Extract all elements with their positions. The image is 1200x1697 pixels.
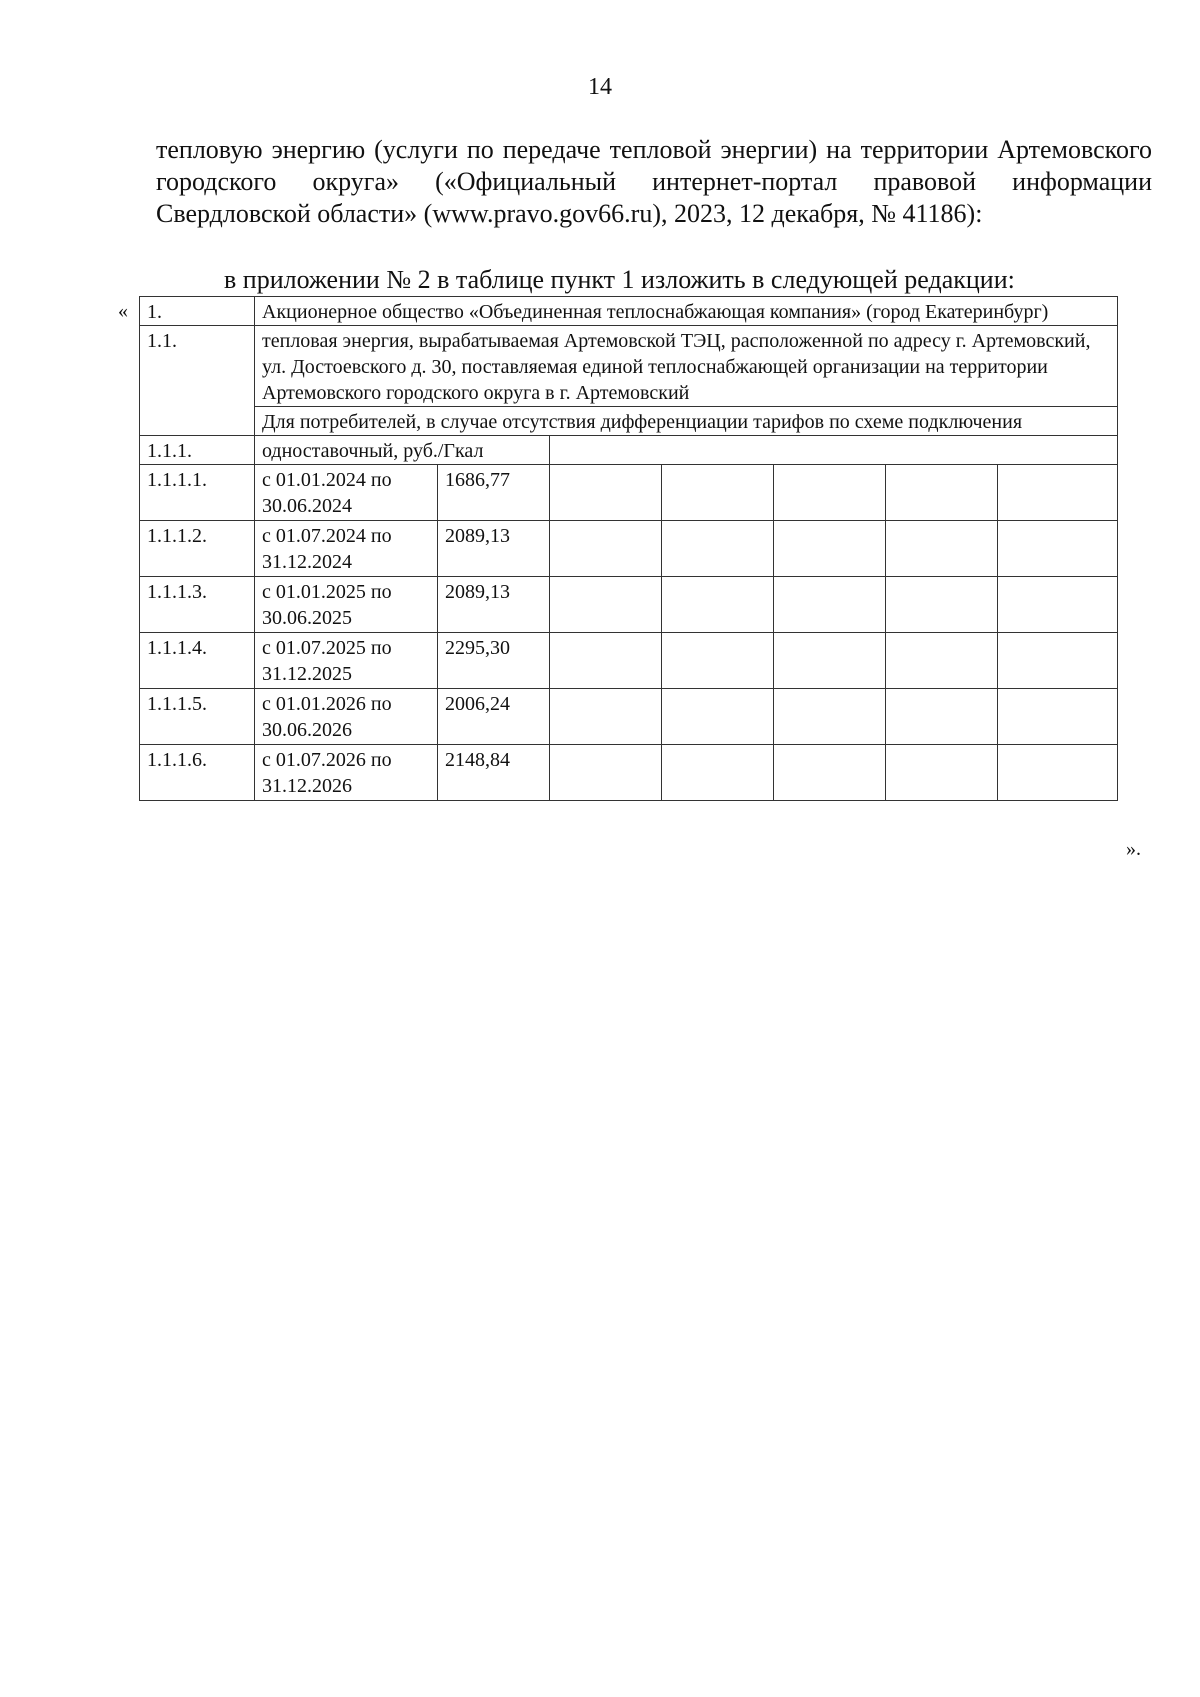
empty-cell [886, 465, 998, 521]
period-cell: с 01.07.2025 по 31.12.2025 [255, 633, 438, 689]
empty-cell [998, 577, 1118, 633]
empty-cell [998, 689, 1118, 745]
period-cell: с 01.01.2024 по 30.06.2024 [255, 465, 438, 521]
empty-cell [774, 689, 886, 745]
table-row-single-rate [140, 436, 1118, 465]
empty-cell [550, 436, 1118, 465]
intro-paragraph: тепловую энергию (услуги по передаче тепловой энергии) на территории Артемовского городского округа» («Официальный интернет-портал правовой информации Свердловской области» (www.pravo.gov66.ru), 2023, 12 декабря, № 41186): [156, 135, 1152, 228]
empty-cell [998, 465, 1118, 521]
tariff-table [139, 296, 1118, 801]
table-row [140, 577, 1118, 633]
empty-cell [886, 577, 998, 633]
empty-cell [774, 745, 886, 801]
table-row-consumers [140, 407, 1118, 436]
empty-cell [998, 521, 1118, 577]
empty-cell [998, 633, 1118, 689]
single-rate-cell: одноставочный, руб./Гкал [255, 436, 550, 465]
instruction-paragraph: в приложении № 2 в таблице пункт 1 изложить в следующей редакции: [224, 265, 1015, 294]
tariff-value-cell: 1686,77 [438, 465, 550, 521]
period-cell: с 01.01.2025 по 30.06.2025 [255, 577, 438, 633]
period-cell: с 01.07.2026 по 31.12.2026 [255, 745, 438, 801]
period-cell: с 01.01.2026 по 30.06.2026 [255, 689, 438, 745]
empty-cell [550, 577, 662, 633]
table-row [140, 745, 1118, 801]
table-row [140, 465, 1118, 521]
energy-description-cell: тепловая энергия, вырабатываемая Артемовской ТЭЦ, расположенной по адресу г. Артемовский, ул. Достоевского д. 30, поставляемая единой теплоснабжающей организации на территории Артемовского городского округа в г. Артемовский [255, 326, 1118, 407]
row-number: 1.1.1.6. [140, 745, 255, 801]
empty-cell [886, 745, 998, 801]
empty-cell [886, 521, 998, 577]
tariff-value-cell: 2148,84 [438, 745, 550, 801]
row-number: 1.1.1.3. [140, 577, 255, 633]
empty-cell [774, 577, 886, 633]
table-row [140, 633, 1118, 689]
empty-cell [886, 633, 998, 689]
row-number: 1.1.1.5. [140, 689, 255, 745]
empty-cell [662, 745, 774, 801]
empty-cell [550, 465, 662, 521]
org-name-cell: Акционерное общество «Объединенная теплоснабжающая компания» (город Екатеринбург) [255, 297, 1118, 326]
tariff-value-cell: 2295,30 [438, 633, 550, 689]
table-row-energy [140, 326, 1118, 407]
table-row [140, 521, 1118, 577]
table-row [140, 689, 1118, 745]
row-number: 1.1.1.2. [140, 521, 255, 577]
empty-cell [550, 521, 662, 577]
empty-cell [662, 521, 774, 577]
tariff-value-cell: 2006,24 [438, 689, 550, 745]
close-quote: ». [1126, 838, 1141, 860]
row-number: 1.1. [140, 326, 255, 436]
empty-cell [550, 633, 662, 689]
period-cell: с 01.07.2024 по 31.12.2024 [255, 521, 438, 577]
row-number: 1.1.1.1. [140, 465, 255, 521]
empty-cell [662, 577, 774, 633]
empty-cell [774, 521, 886, 577]
row-number: 1.1.1.4. [140, 633, 255, 689]
page-number: 14 [588, 74, 612, 100]
empty-cell [774, 465, 886, 521]
empty-cell [550, 745, 662, 801]
tariff-value-cell: 2089,13 [438, 577, 550, 633]
row-number: 1.1.1. [140, 436, 255, 465]
empty-cell [998, 745, 1118, 801]
empty-cell [662, 689, 774, 745]
empty-cell [662, 465, 774, 521]
empty-cell [774, 633, 886, 689]
table-row-org [140, 297, 1118, 326]
empty-cell [662, 633, 774, 689]
empty-cell [550, 689, 662, 745]
empty-cell [886, 689, 998, 745]
consumers-cell: Для потребителей, в случае отсутствия дифференциации тарифов по схеме подключения [255, 407, 1118, 436]
open-quote: « [118, 300, 128, 322]
tariff-value-cell: 2089,13 [438, 521, 550, 577]
row-number: 1. [140, 297, 255, 326]
